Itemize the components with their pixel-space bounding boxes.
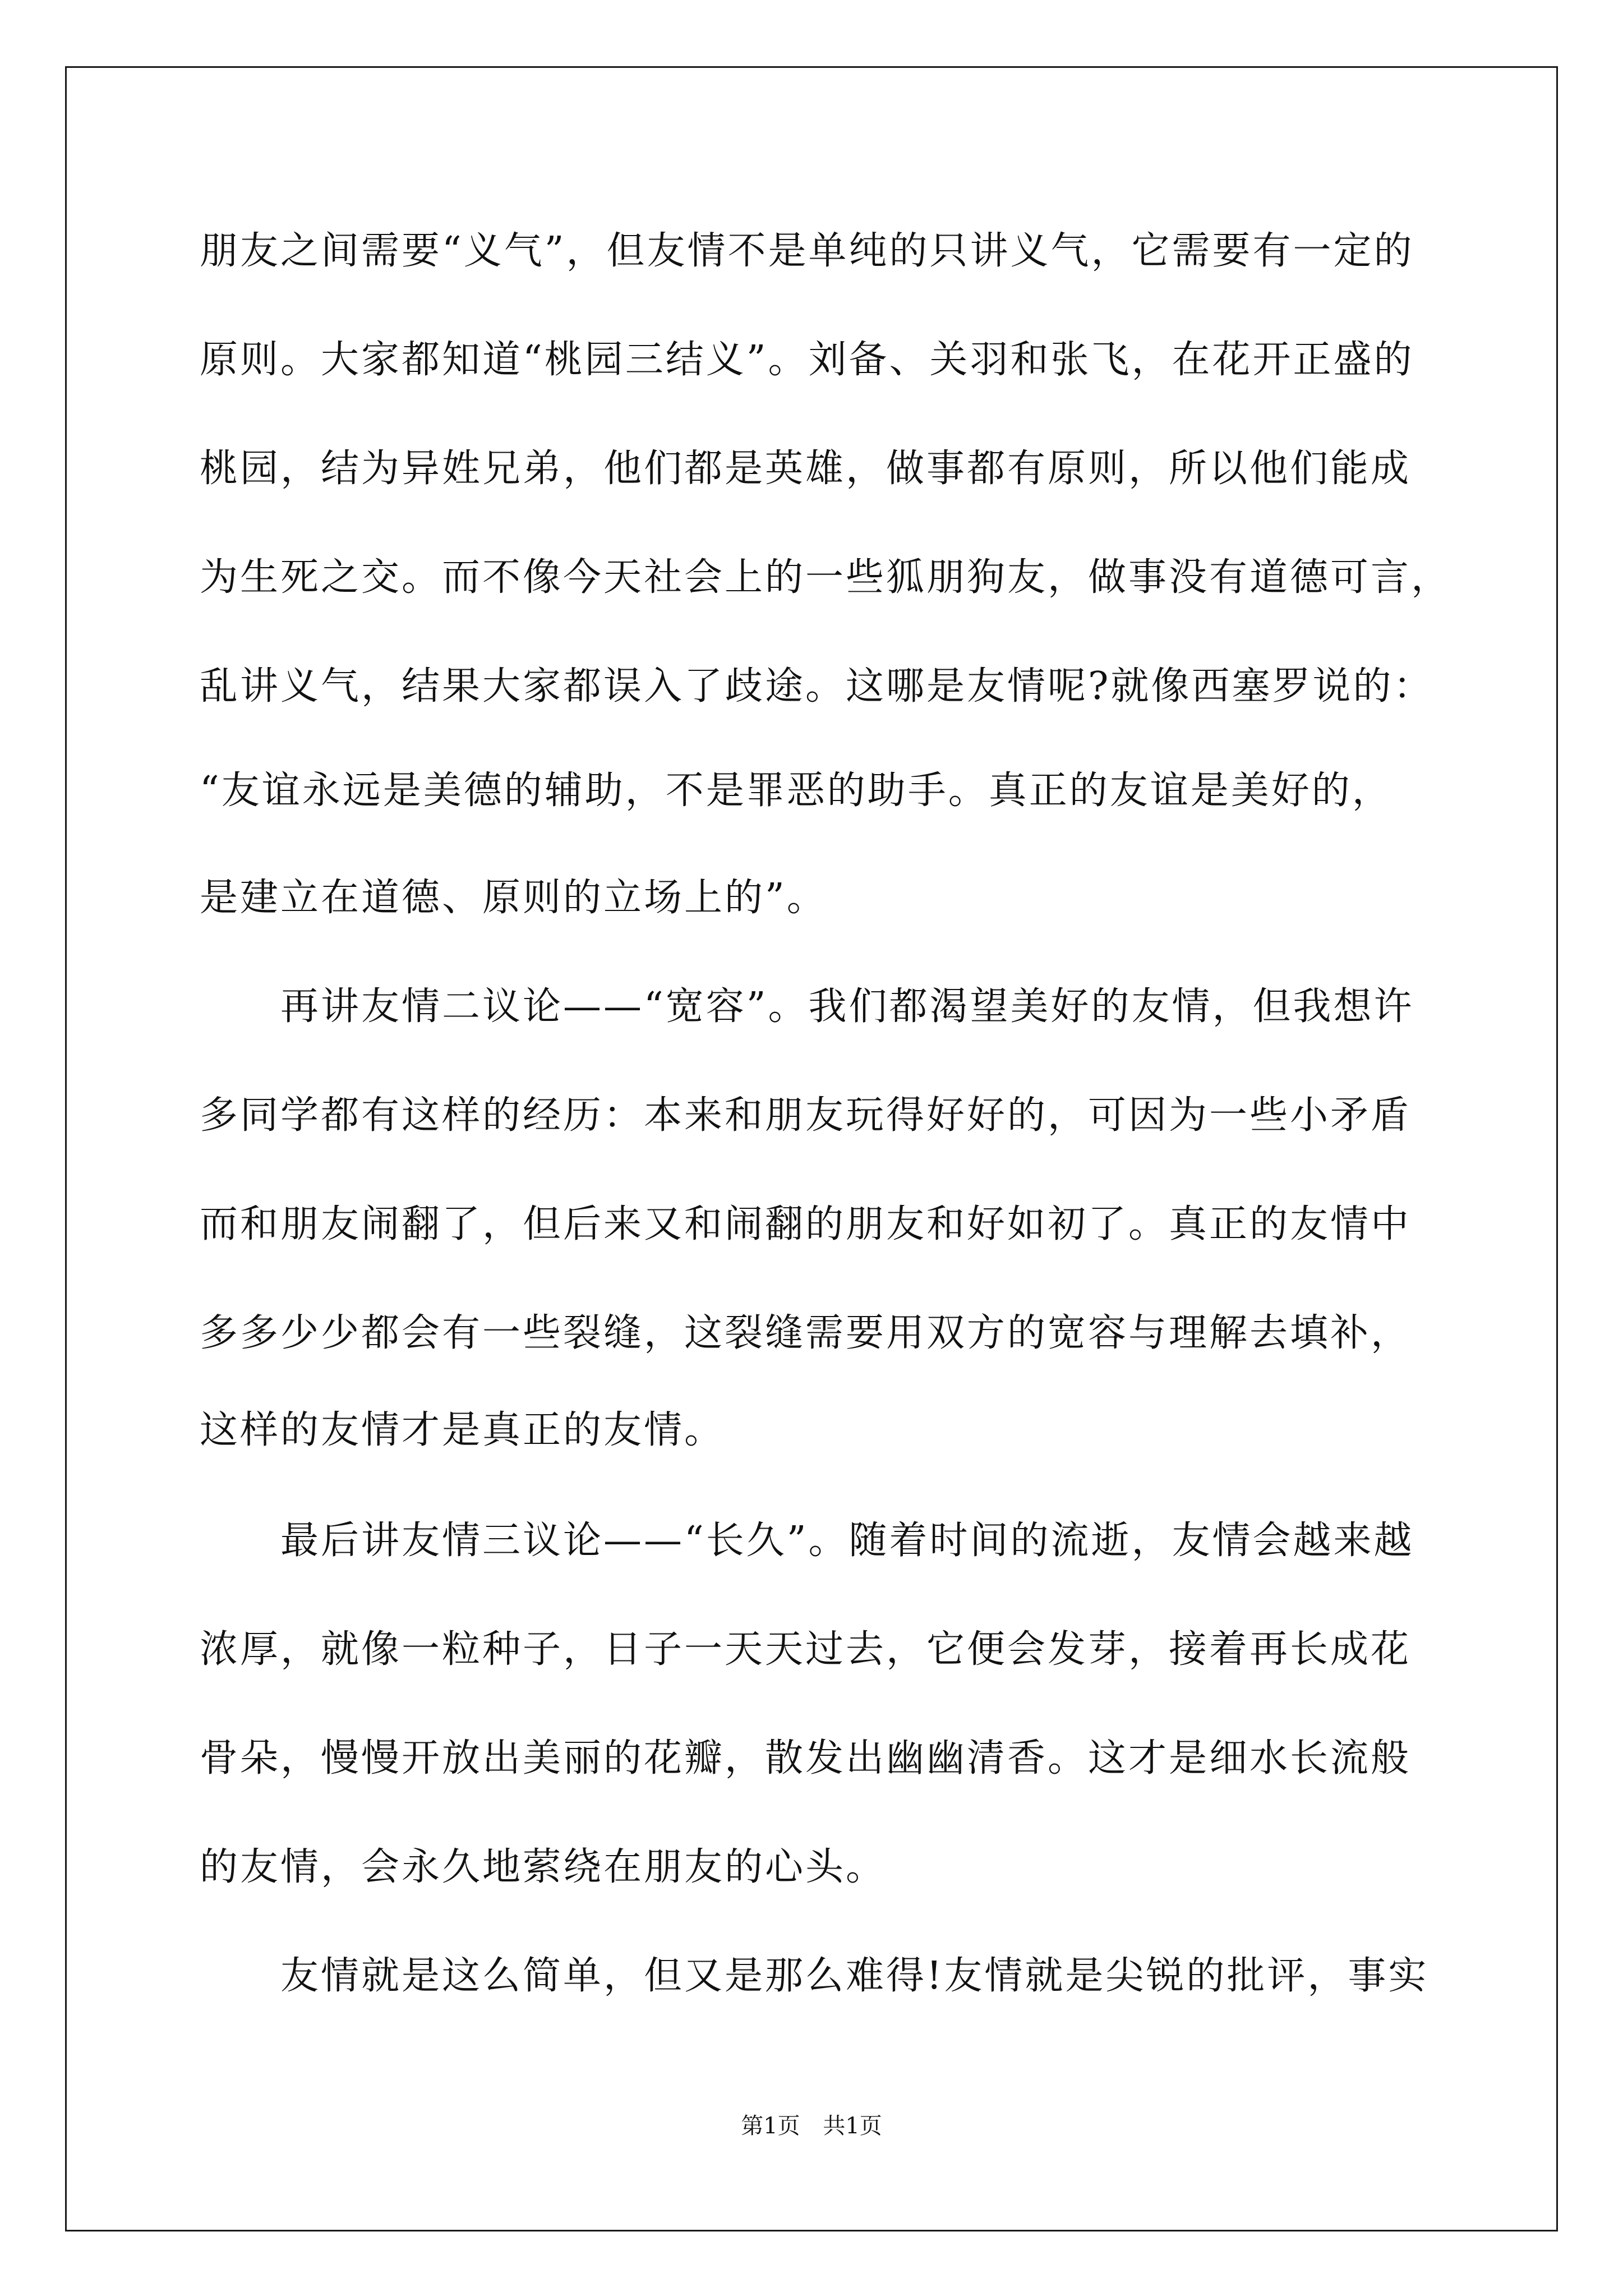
text-line: 的友情，会永久地萦绕在朋友的心头。 (200, 1845, 887, 1889)
text-line: 骨朵，慢慢开放出美丽的花瓣，散发出幽幽清香。这才是细水长流般 (200, 1736, 1412, 1780)
page-total: 共1页 (823, 2113, 882, 2139)
text-line: 多同学都有这样的经历：本来和朋友玩得好好的，可因为一些小矛盾 (200, 1093, 1412, 1138)
text-line: 为生死之交。而不像今天社会上的一些狐朋狗友，做事没有道德可言， (200, 555, 1452, 600)
page-footer (0, 2108, 1623, 2140)
text-line: 这样的友情才是真正的友情。 (200, 1408, 725, 1452)
text-line: 原则。大家都知道“桃园三结义”。刘备、关羽和张飞，在花开正盛的 (200, 338, 1414, 382)
paragraph-start-line: 友情就是这么简单，但又是那么难得!友情就是尖锐的批评，事实 (280, 1954, 1429, 1998)
paragraph-start-line: 最后讲友情三议论——“长久”。随着时间的流逝，友情会越来越 (280, 1519, 1414, 1563)
text-line: 朋友之间需要“义气”，但友情不是单纯的只讲义气，它需要有一定的 (200, 229, 1414, 273)
text-line: 是建立在道德、原则的立场上的”。 (200, 876, 827, 920)
text-line: 桃园，结为异姓兄弟，他们都是英雄，做事都有原则，所以他们能成 (200, 447, 1412, 491)
text-line: 浓厚，就像一粒种子，日子一天天过去，它便会发芽，接着再长成花 (200, 1627, 1412, 1672)
text-line: 乱讲义气，结果大家都误入了歧途。这哪是友情呢?就像西塞罗说的： (200, 664, 1434, 708)
text-line: 而和朋友闹翻了，但后来又和闹翻的朋友和好如初了。真正的友情中 (200, 1202, 1412, 1246)
text-line: 多多少少都会有一些裂缝，这裂缝需要用双方的宽容与理解去填补， (200, 1311, 1412, 1355)
page-border (65, 66, 1558, 2231)
paragraph-start-line: 再讲友情二议论——“宽容”。我们都渴望美好的友情，但我想许 (280, 984, 1414, 1029)
text-line: “友谊永远是美德的辅助，不是罪恶的助手。真正的友谊是美好的， (200, 769, 1393, 813)
page-number: 第1页 (741, 2113, 800, 2139)
